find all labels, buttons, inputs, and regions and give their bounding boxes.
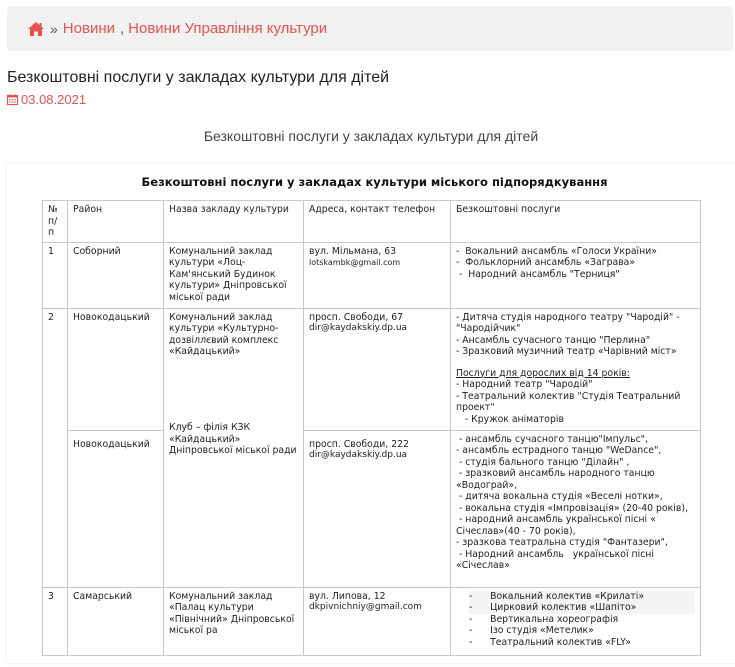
adult-services-heading: Послуги для дорослих від 14 років: xyxy=(456,367,630,379)
home-icon[interactable] xyxy=(27,21,45,37)
post-date-value: 03.08.2021 xyxy=(21,92,87,107)
column-header-district: Район xyxy=(68,201,164,243)
row-district: Самарський xyxy=(68,587,164,655)
address-email: dir@kaydakskiy.dp.ua xyxy=(309,323,408,333)
service-item: - народний ансамбль української пісні « Січеслав»(40 - 70 років), xyxy=(456,514,659,537)
service-item: - Цирковий колектив «Шапіто» xyxy=(469,602,695,614)
row-number: 1 xyxy=(43,242,68,308)
table-row xyxy=(43,308,701,430)
row-address xyxy=(304,430,451,587)
address-street: просп. Свободи, 67 xyxy=(309,311,404,323)
row-institution: Комунальний заклад «Палац культури «Північний» Дніпровської міської ра xyxy=(164,587,304,655)
service-item: - Вокальний колектив «Крилаті» xyxy=(469,591,695,603)
column-header-institution: Назва закладу культури xyxy=(164,201,304,243)
breadcrumb-comma: , xyxy=(119,20,125,37)
service-item: - Фольклорний ансамбль «Заграва» xyxy=(456,257,636,268)
table-row xyxy=(43,242,701,308)
column-header-services: Безкоштовні послуги xyxy=(451,201,701,243)
breadcrumb-link-culture-news[interactable]: Новини Управління культури xyxy=(128,20,328,37)
service-item: - Ізо студія «Метелик» xyxy=(469,625,594,636)
row-services xyxy=(451,308,701,430)
post-title: Безкоштовні послуги у закладах культури для дітей xyxy=(7,69,390,86)
service-item: - студія бального танцю "Ділайн" , xyxy=(456,456,630,468)
post-date xyxy=(7,92,86,107)
address-street: просп. Свободи, 222 xyxy=(309,438,409,450)
service-item: - Народний ансамбль "Терниця" xyxy=(456,268,620,280)
row-services xyxy=(451,430,701,587)
row-institution xyxy=(164,422,304,587)
address-street: вул. Липова, 12 xyxy=(309,590,386,602)
service-item: - Ансамбль сучасного танцю "Перлина" xyxy=(456,334,651,346)
address-email: dkpivnichniy@gmail.com xyxy=(309,602,422,612)
service-item: - Дитяча студія народного театру "Чародій" - "Чародійчик" xyxy=(456,311,683,334)
column-header-number: № п/п xyxy=(43,201,68,243)
breadcrumb-link-news[interactable]: Новини xyxy=(62,20,115,37)
row-services xyxy=(451,587,701,655)
service-item: - ансамбль естрадного танцю "WeDance", xyxy=(456,445,662,456)
service-item: - Зразковий музичний театр «Чарівний міст» xyxy=(456,346,677,357)
service-item: - ансамбль сучасного танцю"Імпульс", xyxy=(456,433,648,445)
table-header-row xyxy=(43,201,701,243)
row-district: Новокодацький xyxy=(68,308,164,430)
row-institution: Комунальний заклад культури «Лоц-Кам'янський Будинок культури» Дніпровської міської ради xyxy=(164,242,304,308)
service-item: - Народний ансамбль української пісні «Січеслав» xyxy=(456,548,657,571)
document-image xyxy=(7,164,735,663)
institution-name: Клуб – філія КЗК «Кайдацький» Дніпровської міської ради xyxy=(169,422,297,456)
service-item: - зразкова театральна студія "Фантазери", xyxy=(456,537,668,548)
service-item: - Вокальний ансамбль «Голоси України» xyxy=(456,245,657,257)
row-number: 2 xyxy=(43,308,68,587)
address-street: вул. Мільмана, 63 xyxy=(309,245,397,257)
service-item: - Театральний колектив «FLY» xyxy=(469,636,631,648)
service-item: - Кружок аніматорів xyxy=(456,413,564,425)
image-caption: Безкоштовні послуги у закладах культури для дітей xyxy=(203,128,539,144)
service-item: - Вертикальна хореографія xyxy=(469,613,619,625)
document-heading: Безкоштовні послуги у закладах культури міського підпорядкування xyxy=(141,175,608,189)
service-item: - Народний театр "Чародій" xyxy=(456,379,593,390)
services-table xyxy=(42,200,701,656)
calendar-icon xyxy=(7,94,18,105)
row-district: Соборний xyxy=(68,242,164,308)
row-district: Новокодацький xyxy=(68,430,164,587)
table-row xyxy=(43,587,701,655)
row-address xyxy=(304,242,451,308)
table-row xyxy=(43,430,701,587)
breadcrumb-separator: » xyxy=(50,20,58,37)
row-address xyxy=(304,308,451,430)
column-header-address: Адреса, контакт телефон xyxy=(304,201,451,243)
row-institution: Комунальний заклад культури «Культурно-дозвіллєвий комплекс «Кайдацький» xyxy=(164,308,304,430)
row-number: 3 xyxy=(43,587,68,655)
service-item: - Театральний колектив "Студія Театральний проект" xyxy=(456,390,684,413)
service-item: - дитяча вокальна студія «Веселі нотки», xyxy=(456,491,663,502)
service-item: - вокальна студія «Імпровізація» (20-40 років), xyxy=(456,502,688,514)
row-services xyxy=(451,242,701,308)
breadcrumb xyxy=(7,6,733,51)
address-email: dir@kaydakskiy.dp.ua xyxy=(309,450,408,460)
service-item: - зразковий ансамбль народного танцю «Водограй», xyxy=(456,468,658,491)
address-email: lotskambk@gmail.com xyxy=(309,258,401,267)
row-address xyxy=(304,587,451,655)
